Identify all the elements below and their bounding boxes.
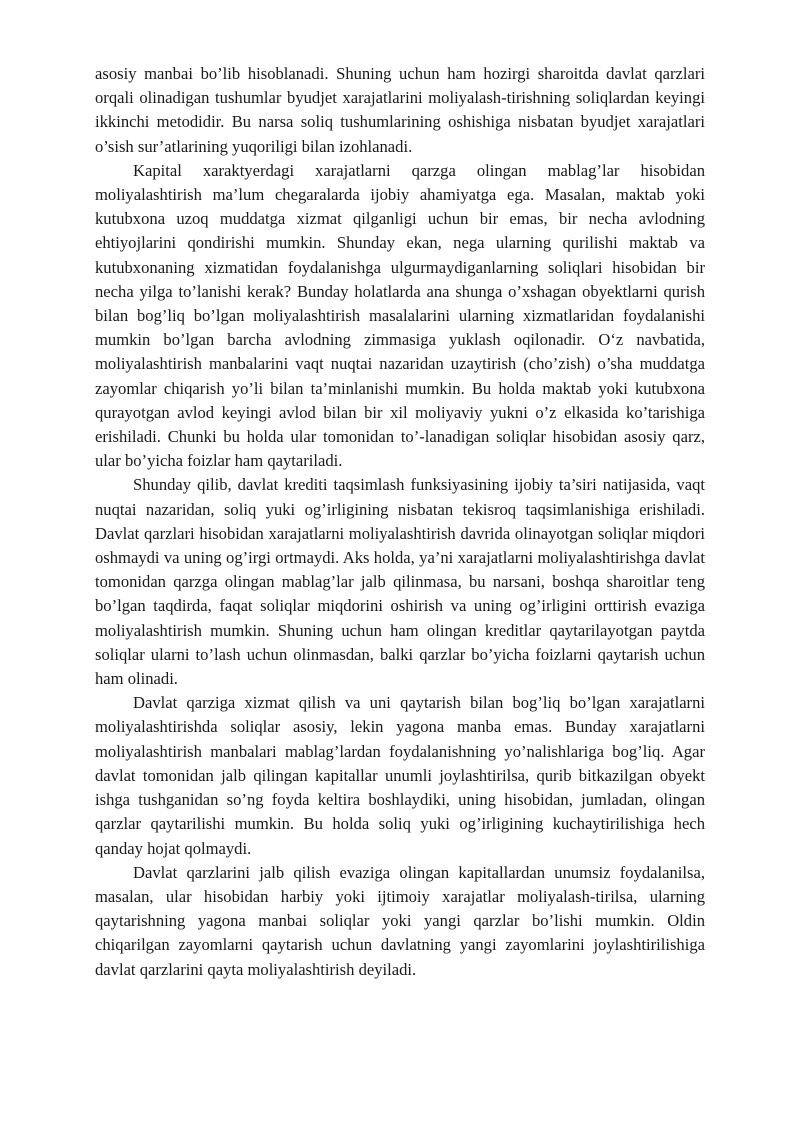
paragraph-4: Davlat qarziga xizmat qilish va uni qaytarish bilan bog’liq bo’lgan xarajatlarni moliyalashtirishda soliqlar asosiy, lekin yagona manba emas. Bunday xarajatlarni moliyalashtirish manbalari mablag’lardan foydalanishning yo’nalishlariga bog’liq. Agar davlat tomonidan jalb qilingan kapitallar unumli joylashtirilsa, qurib bitkazilgan obyekt ishga tushganidan so’ng foyda keltira boshlaydiki, uning hisobidan, jumladan, olingan qarzlar qaytarilishi mumkin. Bu holda soliq yuki og’irligining kuchaytirilishiga hech qanday hojat qolmaydi. xyxy=(95,693,705,858)
paragraph-2: Kapital xaraktyerdagi xarajatlarni qarzga olingan mablag’lar hisobidan moliyalashtirish ma’lum chegaralarda ijobiy ahamiyatga ega. Masalan, maktab yoki kutubxona uzoq muddatga xizmat qilganligi uchun bir emas, bir necha avlodning ehtiyojlarini qondirishi mumkin. Shunday ekan, nega ularning qurilishi maktab va kutubxonaning xizmatidan foydalanishga ulgurmaydiganlarning soliqlari hisobidan bir necha yilga to’lanishi kerak? Bunday holatlarda ana shunga o’xshagan obyektlarni qurish bilan bog’liq bo’lgan moliyalashtirish masalalarini ularning xizmatlaridan foydalanishi mumkin bo’lgan barcha avlodning zimmasiga yuklash oqilonadir. O‘z navbatida, moliyalashtirish manbalarini vaqt nuqtai nazaridan uzaytirish (cho’zish) o’sha muddatga zayomlar chiqarish yo’li bilan ta’minlanishi mumkin. Bu holda maktab yoki kutubxona qurayotgan avlod keyingi avlod bilan bir xil moliyaviy yukni o’z elkasida ko’tarishiga erishiladi. Chunki bu holda ular tomonidan to’-lanadigan soliqlar hisobidan asosiy qarz, ular bo’yicha foizlar ham qaytariladi. xyxy=(95,160,705,471)
paragraph-1: asosiy manbai bo’lib hisoblanadi. Shuning uchun ham hozirgi sharoitda davlat qarzlari orqali olinadigan tushumlar byudjet xarajatlarini moliyalash-tirishning soliqlardan keyingi ikkinchi metodidir. Bu narsa soliq tushumlarining oshishiga nisbatan byudjet xarajatlari o’sish sur’atlarining yuqoriligi bilan izohlanadi. xyxy=(95,64,705,156)
paragraph-3: Shunday qilib, davlat krediti taqsimlash funksiyasining ijobiy ta’siri natijasida, vaqt nuqtai nazaridan, soliq yuki og’irligining nisbatan tekisroq taqsimlanishiga erishiladi. Davlat qarzlari hisobidan xarajatlarni moliyalashtirish davrida olinayotgan soliqlar miqdori oshmaydi va uning og’irgi ortmaydi. Aks holda, ya’ni xarajatlarni moliyalashtirishga davlat tomonidan qarzga olingan mablag’lar jalb qilinmasa, bu narsani, boshqa sharoitlar teng bo’lgan taqdirda, faqat soliqlar miqdorini oshirish va uning og’irligini orttirish evaziga moliyalashtirish mumkin. Shuning uchun ham olingan kreditlar qaytarilayotgan paytda soliqlar ularni to’lash uchun olinmasdan, balki qarzlar bo’yicha foizlarni qaytarish uchun ham olinadi. xyxy=(95,475,705,689)
paragraph-5: Davlat qarzlarini jalb qilish evaziga olingan kapitallardan unumsiz foydalanilsa, masalan, ular hisobidan harbiy yoki ijtimoiy xarajatlar moliyalash-tirilsa, ularning qaytarishning yagona manbai soliqlar yoki yangi qarzlar bo’lishi mumkin. Oldin chiqarilgan zayomlarni qaytarish uchun davlatning yangi zayomlarini joylashtirilishiga davlat qarzlarini qayta moliyalashtirish deyiladi. xyxy=(95,862,705,979)
document-page xyxy=(95,62,705,982)
